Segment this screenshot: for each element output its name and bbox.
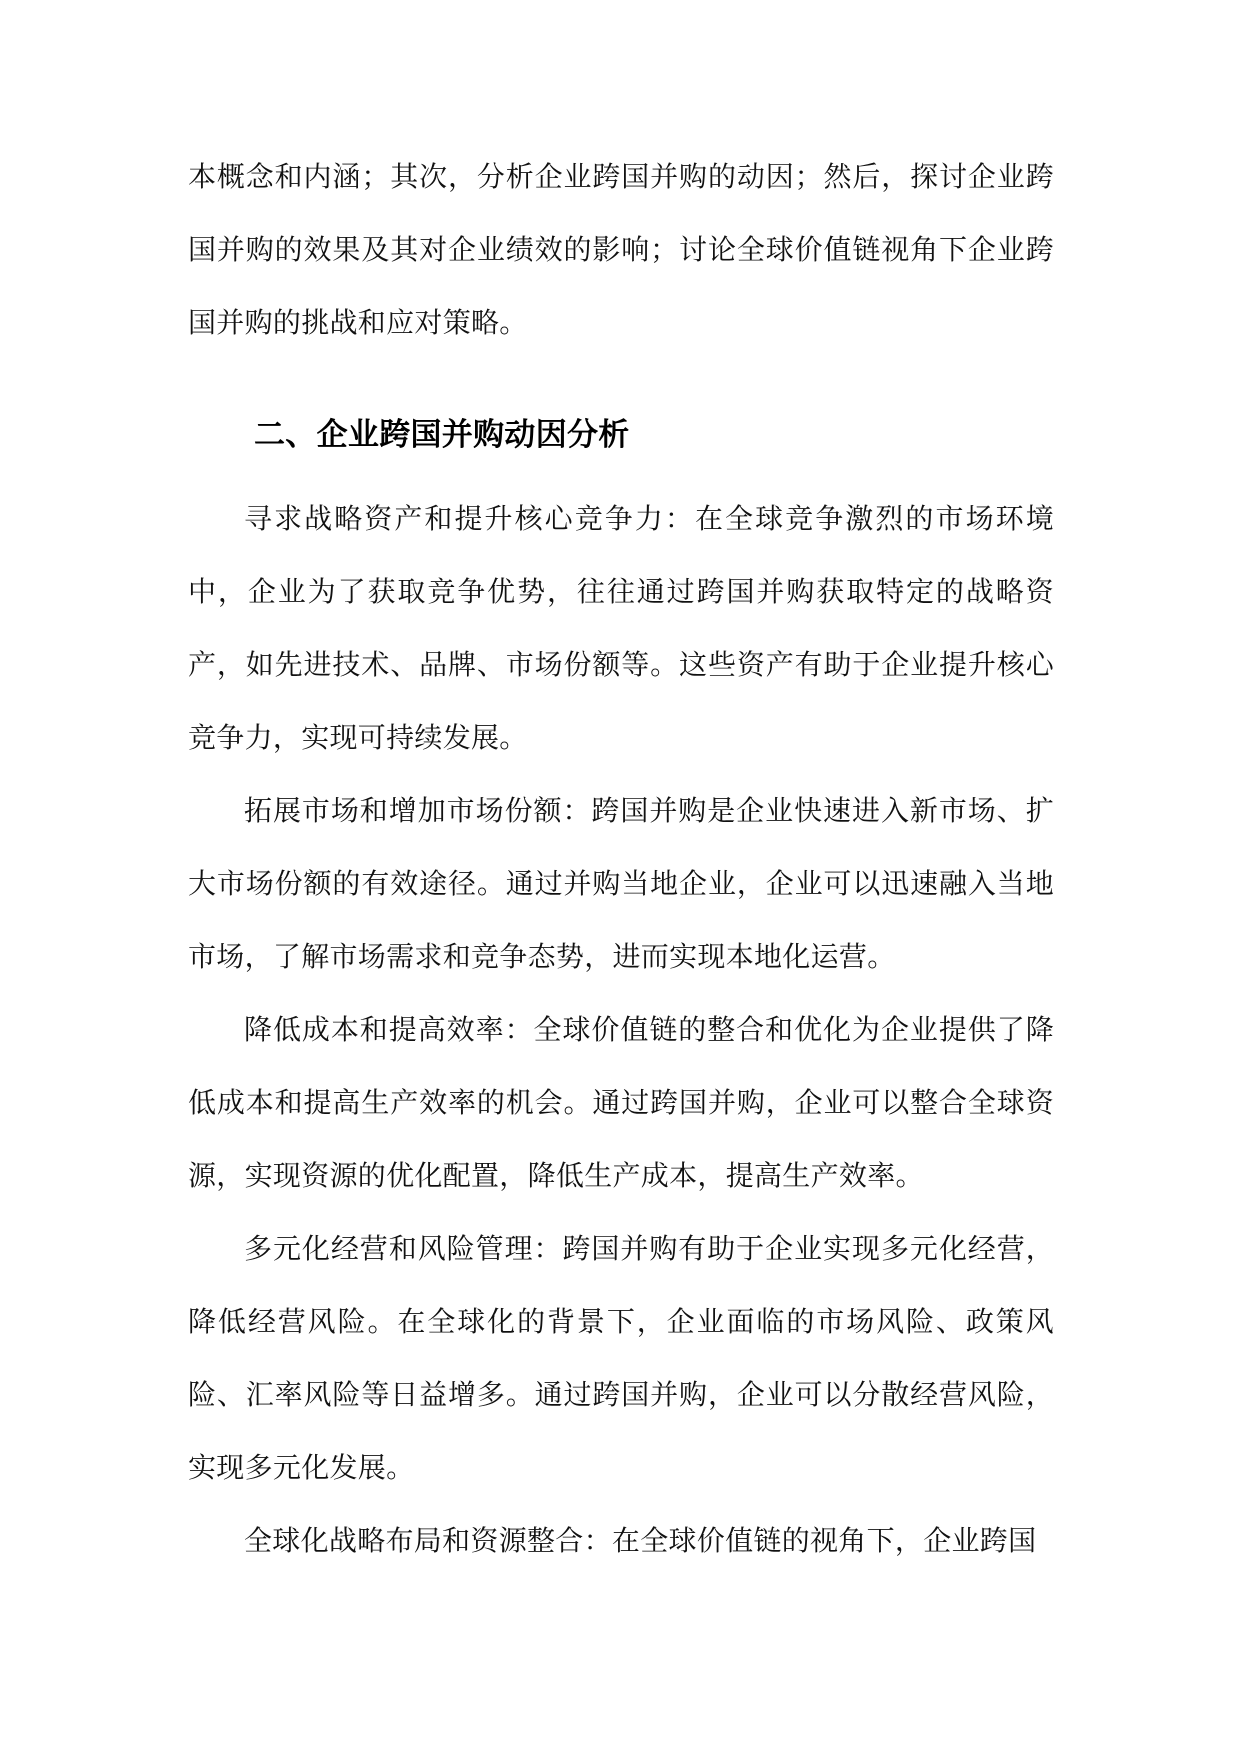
paragraph-strategic-assets: 寻求战略资产和提升核心竞争力：在全球竞争激烈的市场环境中，企业为了获取竞争优势，往往通过跨国并购获取特定的战略资产，如先进技术、品牌、市场份额等。这些资产有助于企业提升核心竞争力，实现可持续发展。 <box>188 502 1054 754</box>
document-body <box>188 140 1054 1577</box>
paragraph-diversification-risk: 多元化经营和风险管理：跨国并购有助于企业实现多元化经营，降低经营风险。在全球化的背景下，企业面临的市场风险、政策风险、汇率风险等日益增多。通过跨国并购，企业可以分散经营风险，实现多元化发展。 <box>188 1232 1054 1484</box>
section-heading: 二、企业跨国并购动因分析 <box>254 417 630 453</box>
paragraph-market-expansion: 拓展市场和增加市场份额：跨国并购是企业快速进入新市场、扩大市场份额的有效途径。通过并购当地企业，企业可以迅速融入当地市场，了解市场需求和竞争态势，进而实现本地化运营。 <box>188 794 1054 973</box>
continued-paragraph: 本概念和内涵；其次，分析企业跨国并购的动因；然后，探讨企业跨国并购的效果及其对企业绩效的影响；讨论全球价值链视角下企业跨国并购的挑战和应对策略。 <box>188 160 1054 339</box>
paragraph-cost-efficiency: 降低成本和提高效率：全球价值链的整合和优化为企业提供了降低成本和提高生产效率的机会。通过跨国并购，企业可以整合全球资源，实现资源的优化配置，降低生产成本，提高生产效率。 <box>188 1013 1054 1192</box>
paragraph-global-strategy: 全球化战略布局和资源整合：在全球价值链的视角下，企业跨国 <box>244 1524 1037 1557</box>
